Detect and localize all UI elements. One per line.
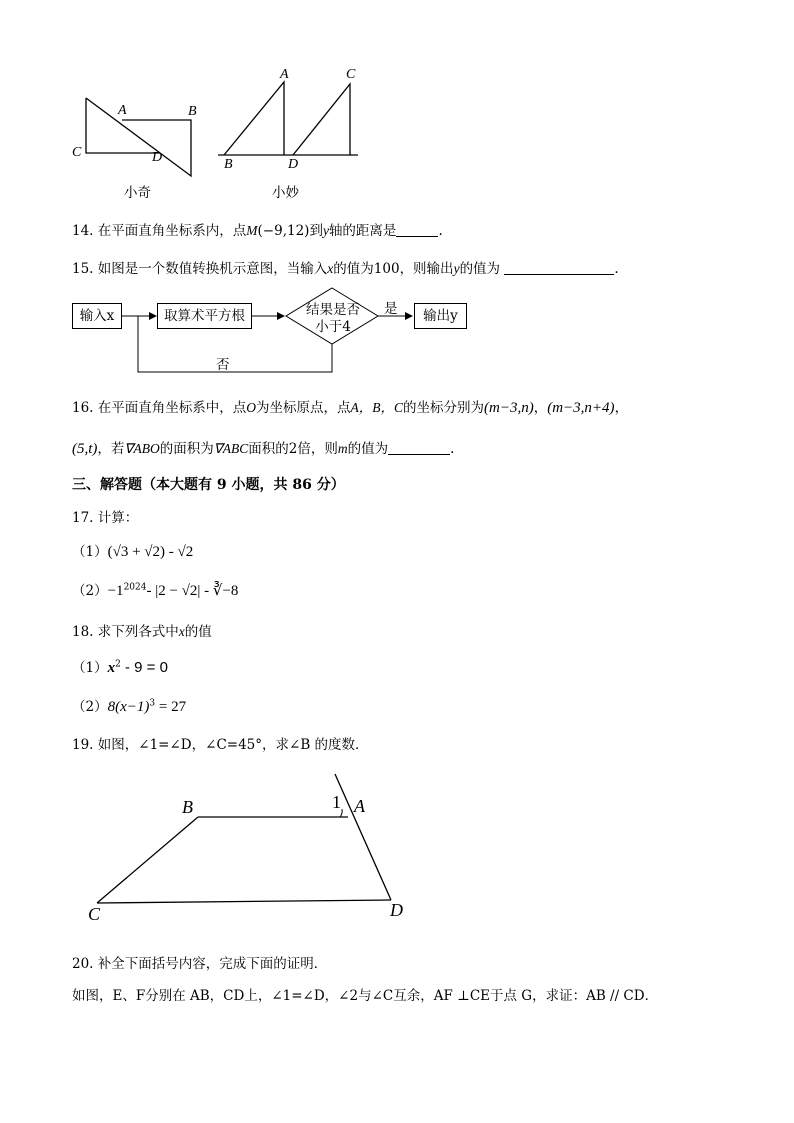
q15-end: .	[614, 261, 619, 277]
label-right-D: D	[288, 157, 299, 172]
label-left-D: D	[152, 150, 163, 165]
q14-number: 14.	[72, 223, 94, 239]
q16-comma: ，	[614, 400, 629, 416]
q19-figure	[80, 768, 420, 918]
q14-point: M	[246, 223, 258, 238]
q15-val: 100	[373, 261, 400, 277]
q17-p2-a: −1	[107, 583, 124, 599]
q16-answer-blank[interactable]	[388, 442, 450, 455]
label-left-C: C	[72, 145, 82, 160]
question-16-line-2	[72, 437, 454, 458]
q14-end: .	[438, 223, 443, 239]
q18-p2-b: = 27	[155, 699, 187, 715]
q17-title: 计算：	[97, 510, 139, 526]
q18-p1-x: x	[107, 660, 116, 676]
q16-origin: O	[246, 400, 257, 415]
q16-var-m: m	[337, 441, 348, 456]
q15-text-a: 如图是一个数值转换机示意图，当输入	[97, 261, 328, 277]
q16-text-1c: 的坐标分别为	[403, 400, 485, 416]
q19-label-B: B	[182, 797, 193, 817]
q16-number: 16.	[72, 400, 94, 416]
q17-p2-exp: 2024	[123, 582, 147, 593]
flow-decision-line-1: 结果是否	[306, 302, 360, 318]
q18-p1-label: （1）	[72, 660, 108, 676]
q16-triangle-2: ∇ABC	[213, 441, 249, 456]
q15-var-y: y	[453, 261, 460, 276]
flow-output-box	[414, 303, 467, 329]
question-20-line-1	[72, 952, 327, 972]
q18-p1-exp: 2	[115, 659, 121, 670]
q16-text-1b: 为坐标原点，点	[256, 400, 351, 416]
question-17-part-1	[72, 540, 193, 561]
q19-label-D: D	[390, 900, 403, 920]
q19-text: 如图，∠1=∠D，∠C=45°，求∠B 的度数．	[97, 737, 369, 753]
label-left-B: B	[188, 104, 197, 119]
q18-p2-label: （2）	[72, 699, 108, 715]
question-19	[72, 733, 369, 753]
q14-answer-blank[interactable]	[396, 224, 438, 237]
question-16-line-1	[72, 396, 628, 417]
q19-label-C: C	[88, 904, 101, 924]
q19-number: 19.	[72, 737, 94, 753]
q14-axis: y	[322, 223, 329, 238]
q16-coord-1: (m−3,n)	[484, 400, 534, 416]
q16-text-2c: 面积的	[248, 441, 289, 457]
question-14	[72, 219, 443, 239]
q16-text-2b: 的面积为	[159, 441, 214, 457]
q17-p2-b: - |2 − √2| - ∛−8	[146, 583, 239, 599]
q14-coords: (−9,12)	[257, 223, 310, 239]
q18-title: 求下列各式中	[97, 624, 179, 640]
q17-number: 17.	[72, 510, 94, 526]
q18-title-end: 的值	[184, 624, 212, 640]
q19-segment-CD	[97, 900, 391, 903]
q16-text-2e: 的值为	[347, 441, 389, 457]
q15-text-d: 的值为	[459, 261, 501, 277]
question-17-title	[72, 506, 138, 526]
q15-var-x: x	[327, 261, 334, 276]
q19-label-A: A	[354, 796, 365, 816]
q16-points: A，B，C	[350, 400, 404, 415]
q16-sep: ，	[533, 400, 548, 416]
q16-end: .	[450, 441, 455, 457]
flow-decision-text	[296, 302, 370, 336]
q15-text-c: ，则输出	[399, 261, 454, 277]
question-18-part-1	[72, 656, 168, 677]
q16-text-2d: 倍，则	[297, 441, 338, 457]
question-15	[72, 257, 619, 277]
q14-text-b: 到	[309, 223, 323, 239]
caption-xiaoqi: 小奇	[124, 185, 151, 201]
figure-right-triangle-2	[293, 84, 350, 155]
q20-number: 20.	[72, 956, 94, 972]
label-right-C: C	[346, 67, 356, 82]
q20-line-1: 补全下面括号内容，完成下面的证明．	[97, 956, 328, 972]
q16-text-2a: ，若	[97, 441, 125, 457]
flow-step-label: 取算术平方根	[164, 308, 245, 324]
label-left-A: A	[118, 103, 127, 118]
q16-coord-3: (5,t)	[72, 441, 98, 457]
figure-right-triangle-1	[224, 82, 284, 155]
caption-xiaomiao: 小妙	[272, 185, 299, 201]
q14-text-c: 轴的距离是	[328, 223, 397, 239]
q18-p2-a: 8(x−1)	[107, 699, 150, 715]
question-20-line-2: 如图，E、F分别在 AB，CD上，∠1=∠D，∠2与∠C互余，AF ⊥CE于点 G，求证：AB // CD．	[72, 988, 659, 1004]
q18-var: x	[178, 624, 185, 639]
q15-text-b: 的值为	[333, 261, 374, 277]
section-3-heading: 三、解答题（本大题有 9 小题，共 86 分）	[72, 477, 345, 493]
q17-p1-expr: (√3 + √2) - √2	[107, 544, 194, 560]
label-right-A: A	[280, 67, 289, 82]
top-figures	[60, 62, 380, 202]
flow-no-label: 否	[216, 357, 230, 373]
flow-output-label: 输出y	[423, 308, 458, 324]
flow-decision-line-2: 小于4	[315, 319, 351, 335]
q19-label-1: 1	[332, 792, 341, 812]
q18-p2-exp: 3	[149, 698, 156, 709]
question-18-title	[72, 620, 212, 640]
label-right-B: B	[224, 157, 233, 172]
question-18-part-2	[72, 695, 186, 716]
q19-line-AD-extended	[335, 774, 391, 900]
q16-text-1: 在平面直角坐标系中，点	[97, 400, 247, 416]
question-17-part-2	[72, 579, 238, 600]
q18-p1-rest: - 9 = 0	[120, 659, 168, 676]
flow-step-box	[157, 303, 252, 329]
q17-p2-label: （2）	[72, 583, 108, 599]
q16-coord-2: (m−3,n+4)	[547, 400, 615, 416]
flow-chart-lines	[60, 285, 480, 385]
q15-number: 15.	[72, 261, 94, 277]
q19-segment-BC	[97, 817, 198, 903]
q16-times: 2	[288, 441, 298, 457]
q16-triangle-1: ∇ABO	[124, 441, 160, 456]
figure-left-shape	[86, 98, 191, 176]
q18-number: 18.	[72, 624, 94, 640]
q14-text-a: 在平面直角坐标系内，点	[97, 223, 247, 239]
flow-input-label: 输入x	[79, 308, 115, 324]
flow-yes-label: 是	[384, 301, 398, 317]
q17-p1-label: （1）	[72, 544, 108, 560]
flow-input-box	[72, 303, 122, 329]
q15-answer-blank[interactable]	[504, 262, 614, 275]
